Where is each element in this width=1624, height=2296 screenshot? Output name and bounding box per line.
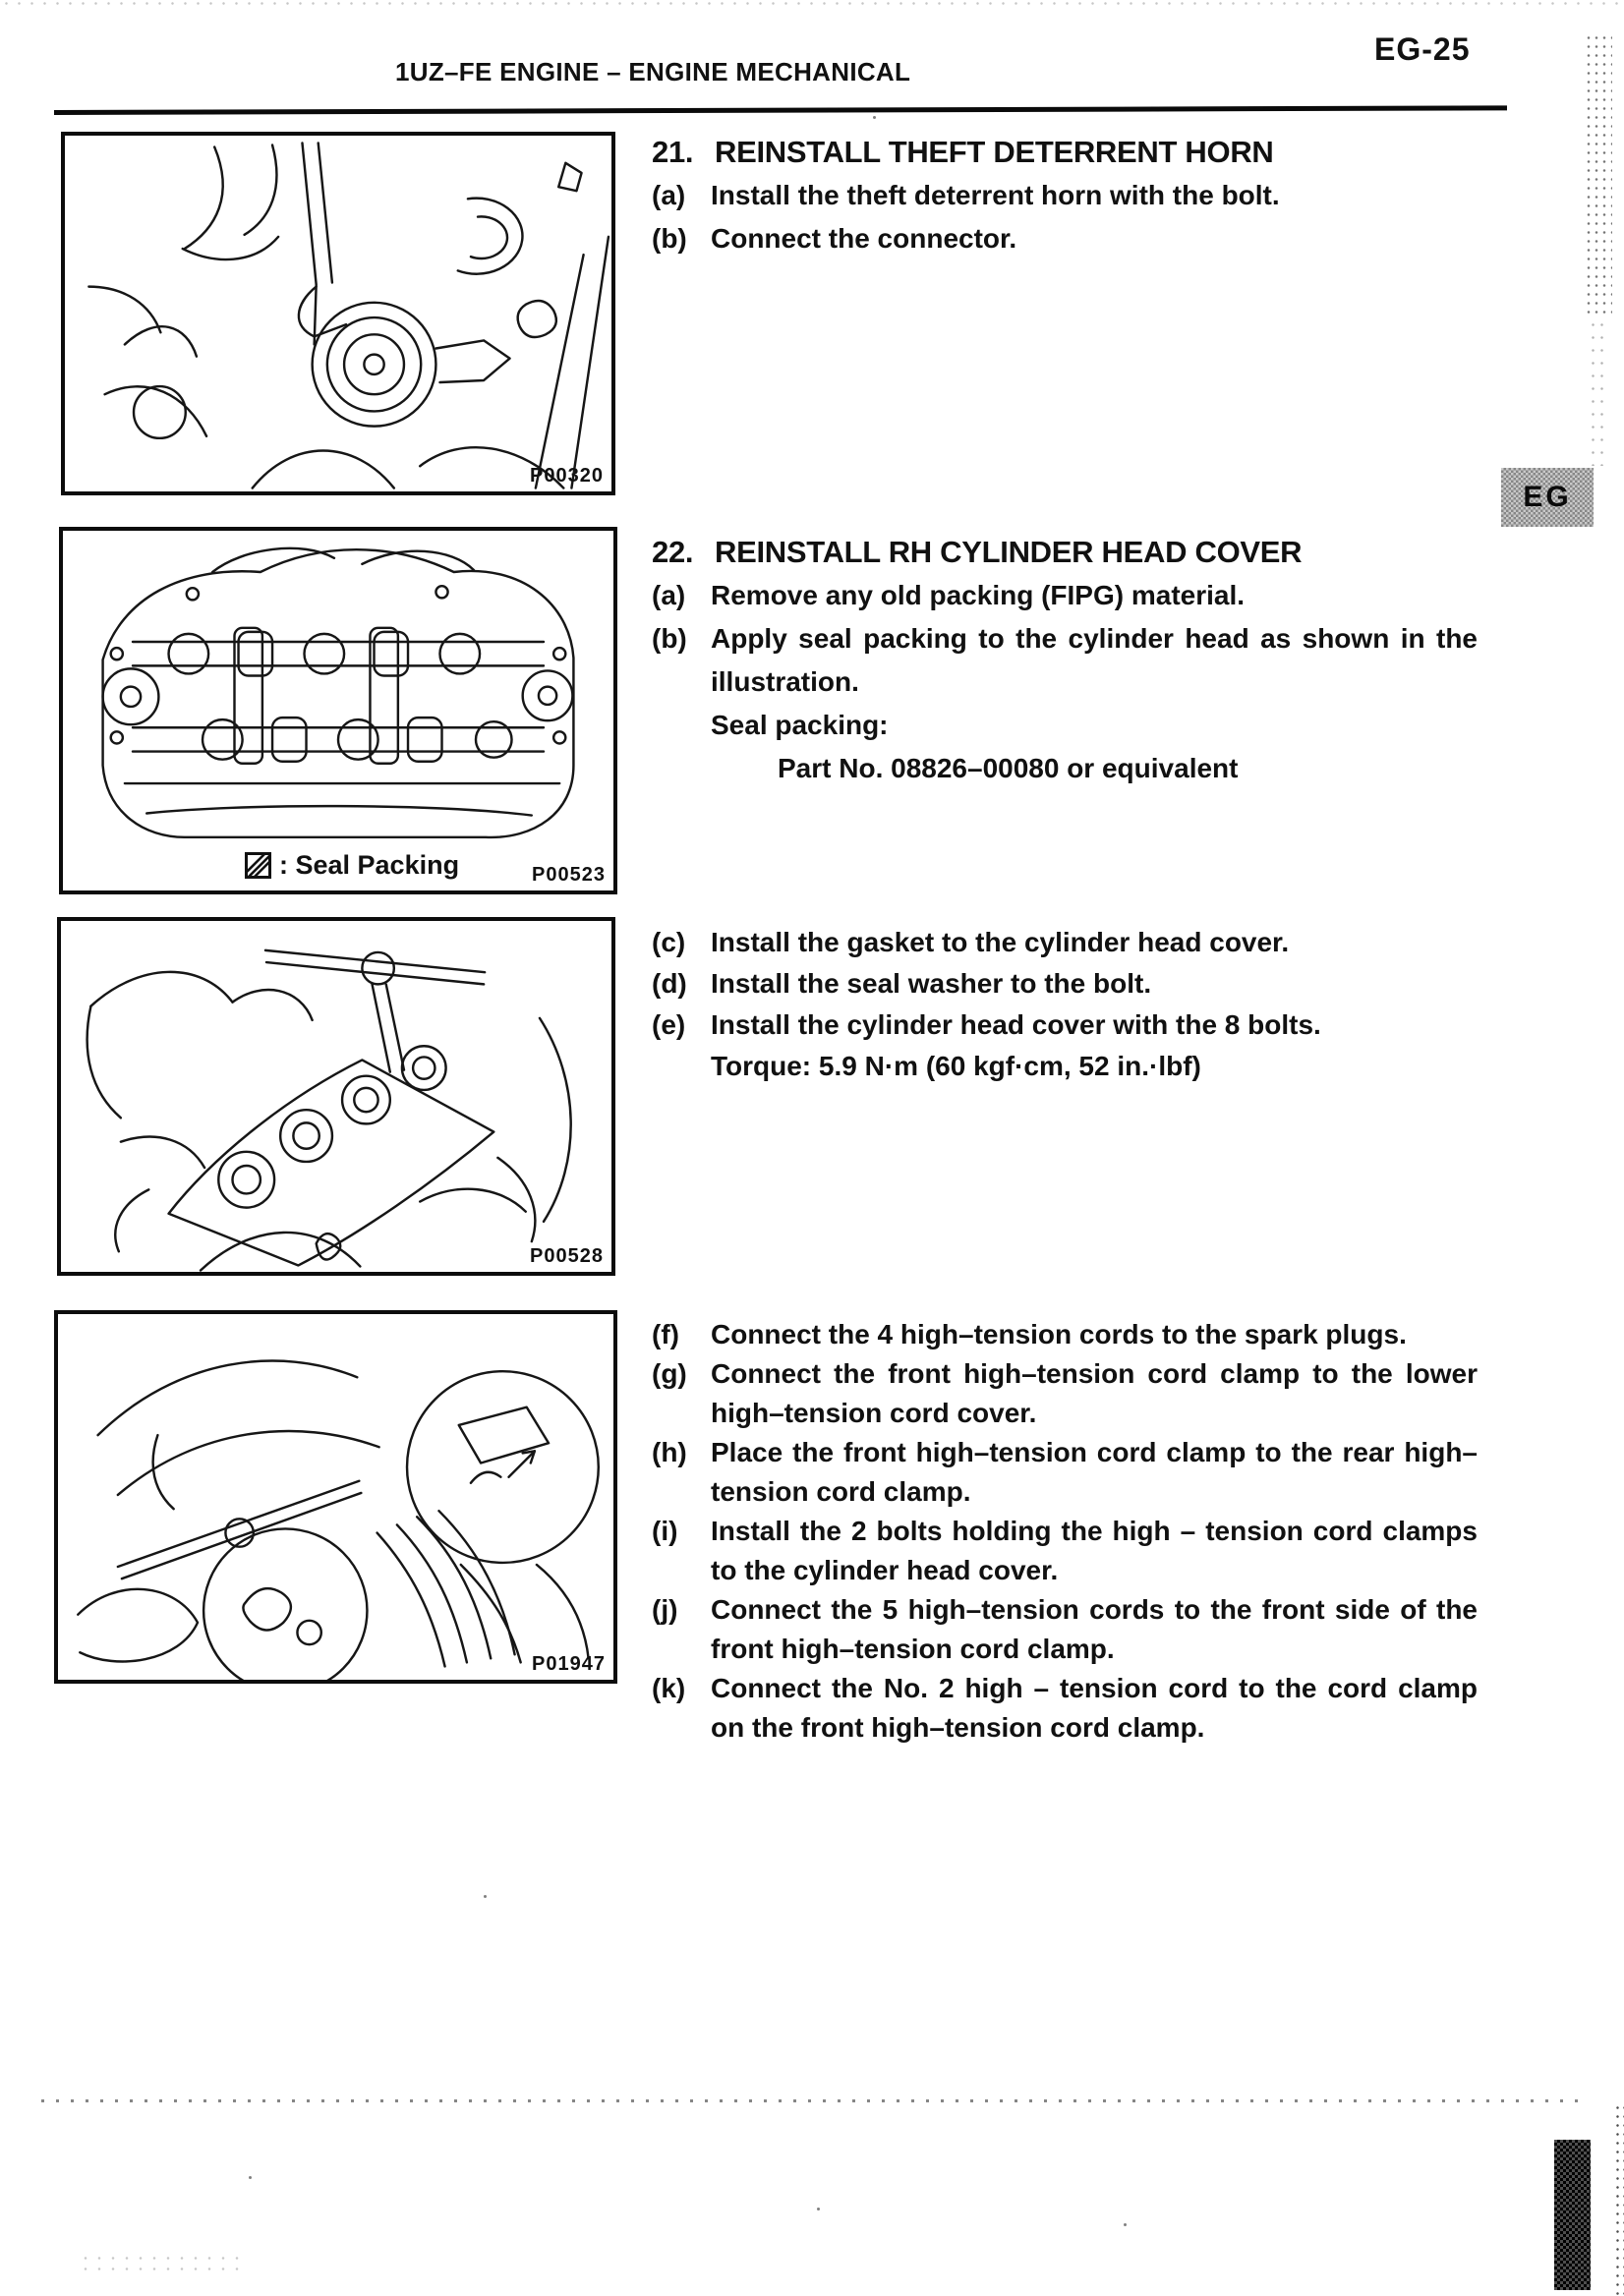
section-number: 21. <box>652 135 694 169</box>
theft-deterrent-horn-illustration <box>65 136 611 491</box>
step-text: Install the theft deterrent horn with the bolt. <box>711 180 1280 210</box>
section-21 <box>652 131 1489 260</box>
torque-spec: Torque: 5.9 N·m (60 kgf·cm, 52 in.·lbf) <box>711 1051 1201 1081</box>
scan-noise-top-edge <box>0 0 1624 8</box>
figure-head-cover-install <box>57 917 615 1276</box>
step-row <box>652 1433 1489 1512</box>
step-text: Remove any old packing (FIPG) material. <box>711 580 1246 610</box>
section-title: REINSTALL THEFT DETERRENT HORN <box>715 135 1274 169</box>
step-label: (k) <box>652 1673 686 1703</box>
step-row <box>652 217 1489 260</box>
step-label: (f) <box>652 1319 679 1349</box>
step-row <box>652 1315 1489 1354</box>
step-row <box>652 574 1489 617</box>
step-label: (a) <box>652 180 686 210</box>
step-text: Connect the 4 high–tension cords to the spark plugs. <box>711 1319 1407 1349</box>
step-label: (a) <box>652 580 686 610</box>
scan-noise-right-edge <box>1585 33 1612 318</box>
step-label: (g) <box>652 1358 687 1389</box>
step-row <box>652 617 1489 704</box>
scan-noise-right-edge <box>1589 318 1608 466</box>
scan-noise-bottom-left <box>79 2253 246 2274</box>
step-text: Connect the 5 high–tension cords to the front side of the front high–tension cord clamp. <box>711 1594 1478 1664</box>
scan-speck <box>873 116 876 119</box>
step-text: Install the gasket to the cylinder head cover. <box>711 927 1290 957</box>
cylinder-head-illustration <box>63 531 613 890</box>
section-number: 22. <box>652 535 694 569</box>
scan-speck <box>484 1895 487 1898</box>
step-text: Install the seal washer to the bolt. <box>711 968 1152 999</box>
figure-code: P00523 <box>532 864 606 886</box>
spec-row <box>652 747 1489 790</box>
scan-dotted-line <box>41 2099 1583 2102</box>
scan-speck <box>817 2208 820 2210</box>
figure-seal-packing <box>59 527 617 894</box>
section-heading <box>652 131 1489 174</box>
step-row <box>652 174 1489 217</box>
step-label: (b) <box>652 623 687 654</box>
step-label: (h) <box>652 1437 687 1467</box>
figure-high-tension-cords <box>54 1310 617 1684</box>
step-row <box>652 1354 1489 1433</box>
header-rule <box>54 105 1507 115</box>
step-text: Install the cylinder head cover with the 8 bolts. <box>711 1009 1321 1040</box>
step-text: Connect the connector. <box>711 223 1017 254</box>
figure-code: P00528 <box>530 1245 604 1267</box>
figure-legend-text: : Seal Packing <box>279 850 460 880</box>
step-label: (i) <box>652 1516 678 1546</box>
spec-value: Part No. 08826–00080 or equivalent <box>778 753 1239 783</box>
header-title: 1UZ–FE ENGINE – ENGINE MECHANICAL <box>395 57 911 86</box>
torque-spec-row <box>652 1046 1489 1087</box>
step-row <box>652 963 1489 1004</box>
step-text: Apply seal packing to the cylinder head as shown in the illustration. <box>711 623 1478 697</box>
scan-noise-bottom-right-edge <box>1614 2103 1624 2296</box>
scan-speck <box>1124 2223 1127 2226</box>
seal-packing-hatch-icon <box>245 852 271 879</box>
section-22-install-steps <box>652 922 1489 1087</box>
step-label: (d) <box>652 968 687 999</box>
page-edge-index-bar <box>1554 2140 1591 2290</box>
spec-row <box>652 704 1489 747</box>
step-text: Connect the No. 2 high – tension cord to the cord clamp on the front high–tension cord clamp. <box>711 1673 1478 1743</box>
step-row <box>652 1590 1489 1669</box>
spec-label: Seal packing: <box>711 710 889 740</box>
figure-code: P01947 <box>532 1653 606 1675</box>
step-label: (e) <box>652 1009 686 1040</box>
figure-code: P00320 <box>530 465 604 487</box>
scan-speck <box>249 2176 252 2179</box>
step-row <box>652 1512 1489 1590</box>
section-tab-eg: EG <box>1501 468 1594 527</box>
step-text: Connect the front high–tension cord clamp to the lower high–tension cord cover. <box>711 1358 1478 1428</box>
step-row <box>652 1004 1489 1046</box>
section-title: REINSTALL RH CYLINDER HEAD COVER <box>715 535 1303 569</box>
step-row <box>652 1669 1489 1748</box>
section-22-cord-steps <box>652 1315 1489 1748</box>
step-label: (j) <box>652 1594 678 1625</box>
section-22 <box>652 531 1489 790</box>
high-tension-cords-illustration <box>58 1314 613 1680</box>
figure-theft-deterrent-horn <box>61 132 615 495</box>
step-label: (b) <box>652 223 687 254</box>
step-text: Place the front high–tension cord clamp to the rear high–tension cord clamp. <box>711 1437 1478 1507</box>
figure-legend <box>245 850 459 881</box>
page-number: EG-25 <box>1374 31 1471 67</box>
section-heading <box>652 531 1489 574</box>
head-cover-install-illustration <box>61 921 611 1272</box>
step-text: Install the 2 bolts holding the high – tension cord clamps to the cylinder head cover. <box>711 1516 1478 1585</box>
step-label: (c) <box>652 927 686 957</box>
step-row <box>652 922 1489 963</box>
